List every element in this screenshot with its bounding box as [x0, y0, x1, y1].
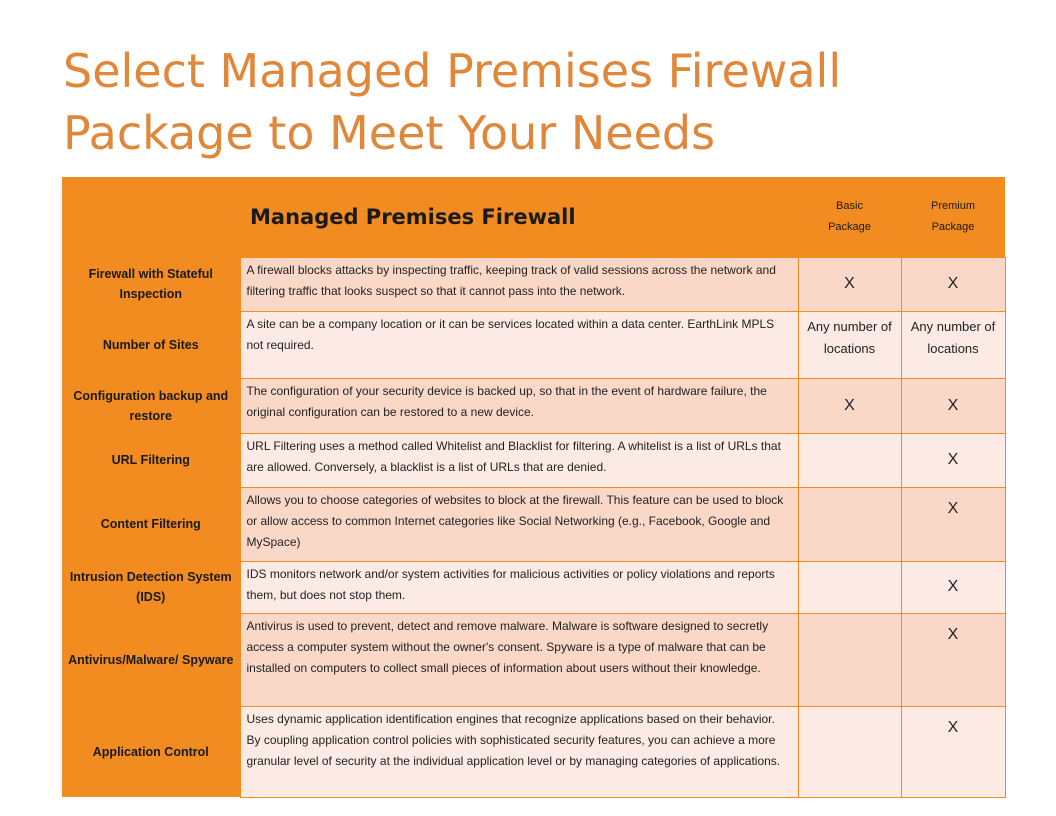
feature-description: IDS monitors network and/or system activities for malicious activities or policy violations and reports them, but does not stop them. — [240, 561, 798, 613]
table-row — [62, 311, 1005, 378]
feature-name: Application Control — [62, 706, 240, 797]
basic-mark: X — [798, 257, 901, 311]
feature-name: Intrusion Detection System (IDS) — [62, 561, 240, 613]
table-header-row — [62, 177, 1005, 257]
feature-name: Firewall with Stateful Inspection — [62, 257, 240, 311]
feature-description: The configuration of your security device is backed up, so that in the event of hardware failure, the original configuration can be restored to a new device. — [240, 378, 798, 433]
table-row — [62, 257, 1005, 311]
premium-mark: Any number of locations — [901, 311, 1005, 378]
feature-name: URL Filtering — [62, 433, 240, 487]
basic-mark — [798, 487, 901, 561]
basic-package-header: Basic Package — [798, 177, 901, 257]
basic-mark — [798, 561, 901, 613]
feature-description: URL Filtering uses a method called Whitelist and Blacklist for filtering. A whitelist is a list of URLs that are allowed. Conversely, a blacklist is a list of URLs that are denied. — [240, 433, 798, 487]
feature-name: Configuration backup and restore — [62, 378, 240, 433]
table-row — [62, 378, 1005, 433]
feature-description: A firewall blocks attacks by inspecting traffic, keeping track of valid sessions across the network and filtering traffic that looks suspect so that it cannot pass into the network. — [240, 257, 798, 311]
feature-name: Content Filtering — [62, 487, 240, 561]
basic-mark — [798, 433, 901, 487]
package-comparison-table — [62, 177, 1006, 798]
title-line-1: Select Managed Premises Firewall — [63, 44, 842, 98]
title-line-2: Package to Meet Your Needs — [63, 106, 716, 160]
table-row — [62, 433, 1005, 487]
header-blank-cell — [62, 177, 240, 257]
premium-mark: X — [901, 433, 1005, 487]
premium-mark: X — [901, 613, 1005, 706]
table-row — [62, 613, 1005, 706]
premium-mark: X — [901, 487, 1005, 561]
basic-mark — [798, 706, 901, 797]
feature-description: Antivirus is used to prevent, detect and remove malware. Malware is software designed to secretly access a computer system without the owner's consent. Spyware is a type of malware that can be installed on computers to collect small pieces of information about users without their knowledge. — [240, 613, 798, 706]
page-title — [63, 40, 1023, 164]
premium-mark: X — [901, 378, 1005, 433]
premium-mark: X — [901, 706, 1005, 797]
premium-mark: X — [901, 561, 1005, 613]
basic-mark: X — [798, 378, 901, 433]
basic-mark — [798, 613, 901, 706]
feature-description: Allows you to choose categories of websites to block at the firewall. This feature can be used to block or allow access to common Internet categories like Social Networking (e.g., Facebook, Google and MySpace) — [240, 487, 798, 561]
feature-description: Uses dynamic application identification engines that recognize applications based on their behavior. By coupling application control policies with sophisticated security features, you can achieve a more granular level of security at the individual application level or by managing categories of applications. — [240, 706, 798, 797]
premium-mark: X — [901, 257, 1005, 311]
table-row — [62, 561, 1005, 613]
feature-name: Antivirus/Malware/ Spyware — [62, 613, 240, 706]
feature-name: Number of Sites — [62, 311, 240, 378]
table-row — [62, 706, 1005, 797]
basic-mark: Any number of locations — [798, 311, 901, 378]
premium-package-header: Premium Package — [901, 177, 1005, 257]
table-heading: Managed Premises Firewall — [240, 177, 798, 257]
feature-description: A site can be a company location or it can be services located within a data center. EarthLink MPLS not required. — [240, 311, 798, 378]
table-row — [62, 487, 1005, 561]
